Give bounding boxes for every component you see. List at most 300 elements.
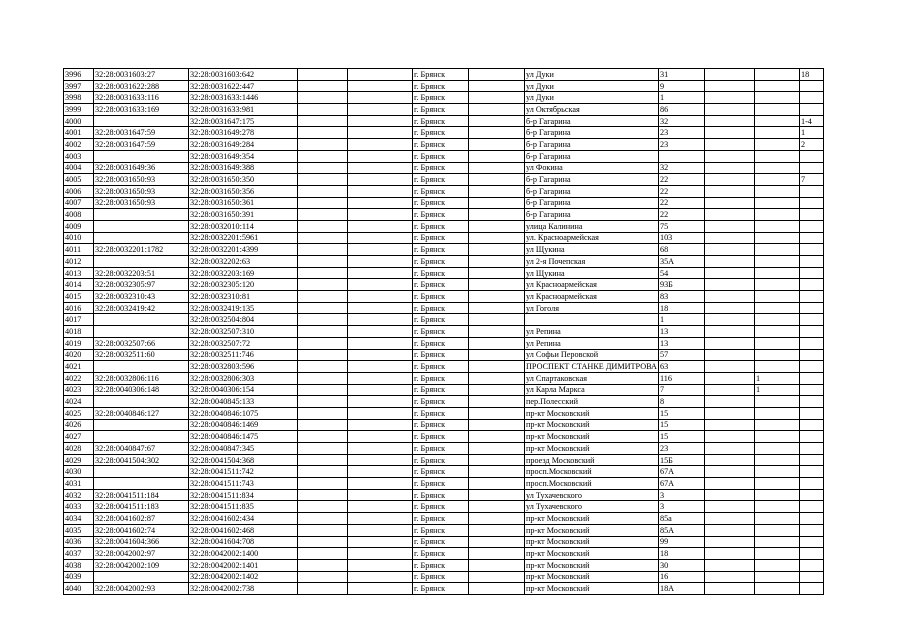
row-number-cell: 4019 — [64, 337, 94, 349]
col-flag-cell: 1 — [754, 384, 799, 396]
row-number-cell: 4017 — [64, 314, 94, 326]
city-cell: г. Брянск — [413, 314, 469, 326]
object-cadastral-number-cell: 32:28:0041511:742 — [189, 466, 298, 478]
row-number-cell: 4037 — [64, 548, 94, 560]
object-cadastral-number-cell: 32:28:0042002:1400 — [189, 548, 298, 560]
house-number-cell: 23 — [658, 139, 704, 151]
col-empty-2-cell — [348, 536, 413, 548]
object-cadastral-number-cell: 32:28:0041602:434 — [189, 513, 298, 525]
object-cadastral-number-cell: 32:28:0032507:310 — [189, 326, 298, 338]
table-row — [64, 256, 824, 268]
house-number-cell — [658, 150, 704, 162]
col-empty-4-cell — [704, 536, 754, 548]
col-empty-3-cell — [469, 337, 525, 349]
house-number-cell: 18 — [658, 302, 704, 314]
row-number-cell: 4005 — [64, 174, 94, 186]
house-number-cell: 30 — [658, 559, 704, 571]
col-empty-1-cell — [298, 524, 348, 536]
city-cell: г. Брянск — [413, 407, 469, 419]
row-number-cell: 4040 — [64, 583, 94, 595]
parcel-cadastral-number-cell: 32:28:0032201:1782 — [94, 244, 189, 256]
col-flag-cell — [754, 267, 799, 279]
city-cell: г. Брянск — [413, 104, 469, 116]
city-cell: г. Брянск — [413, 478, 469, 490]
house-number-cell: 1 — [658, 92, 704, 104]
col-flag-cell — [754, 174, 799, 186]
parcel-cadastral-number-cell: 32:28:0042002:109 — [94, 559, 189, 571]
table-row — [64, 104, 824, 116]
house-number-cell: 63 — [658, 361, 704, 373]
city-cell: г. Брянск — [413, 197, 469, 209]
col-flag-cell — [754, 478, 799, 490]
col-empty-3-cell — [469, 80, 525, 92]
col-empty-1-cell — [298, 396, 348, 408]
city-cell: г. Брянск — [413, 162, 469, 174]
col-empty-2-cell — [348, 127, 413, 139]
table-row — [64, 372, 824, 384]
col-empty-4-cell — [704, 478, 754, 490]
house-number-cell: 85А — [658, 524, 704, 536]
street-cell: ул Красноармейская — [525, 279, 659, 291]
col-empty-1-cell — [298, 419, 348, 431]
object-cadastral-number-cell: 32:28:0032806:303 — [189, 372, 298, 384]
col-empty-2-cell — [348, 431, 413, 443]
col-empty-2-cell — [348, 419, 413, 431]
col-empty-4-cell — [704, 454, 754, 466]
apartment-cell — [799, 384, 823, 396]
property-register-table — [63, 68, 824, 595]
street-cell: ул Гоголя — [525, 302, 659, 314]
col-empty-3-cell — [469, 256, 525, 268]
object-cadastral-number-cell: 32:28:0031603:642 — [189, 69, 298, 81]
col-empty-3-cell — [469, 396, 525, 408]
col-flag-cell — [754, 501, 799, 513]
street-cell: пр-кт Московский — [525, 536, 659, 548]
house-number-cell: 18 — [658, 548, 704, 560]
row-number-cell: 4032 — [64, 489, 94, 501]
col-empty-1-cell — [298, 92, 348, 104]
row-number-cell: 4038 — [64, 559, 94, 571]
col-empty-1-cell — [298, 372, 348, 384]
table-row — [64, 559, 824, 571]
object-cadastral-number-cell: 32:28:0031633:1446 — [189, 92, 298, 104]
col-empty-1-cell — [298, 162, 348, 174]
col-empty-4-cell — [704, 314, 754, 326]
parcel-cadastral-number-cell: 32:28:0041604:366 — [94, 536, 189, 548]
table-row — [64, 267, 824, 279]
parcel-cadastral-number-cell: 32:28:0031622:288 — [94, 80, 189, 92]
col-empty-3-cell — [469, 185, 525, 197]
parcel-cadastral-number-cell: 32:28:0032310:43 — [94, 291, 189, 303]
object-cadastral-number-cell: 32:28:0040847:345 — [189, 443, 298, 455]
table-row — [64, 489, 824, 501]
row-number-cell: 4021 — [64, 361, 94, 373]
parcel-cadastral-number-cell: 32:28:0031647:59 — [94, 139, 189, 151]
city-cell: г. Брянск — [413, 150, 469, 162]
col-flag-cell — [754, 326, 799, 338]
table-row — [64, 220, 824, 232]
city-cell: г. Брянск — [413, 384, 469, 396]
city-cell: г. Брянск — [413, 220, 469, 232]
city-cell: г. Брянск — [413, 127, 469, 139]
col-empty-2-cell — [348, 244, 413, 256]
table-row — [64, 326, 824, 338]
col-empty-2-cell — [348, 139, 413, 151]
row-number-cell: 3999 — [64, 104, 94, 116]
col-empty-4-cell — [704, 197, 754, 209]
col-empty-1-cell — [298, 267, 348, 279]
col-flag-cell — [754, 279, 799, 291]
col-empty-2-cell — [348, 559, 413, 571]
object-cadastral-number-cell: 32:28:0041602:468 — [189, 524, 298, 536]
apartment-cell — [799, 302, 823, 314]
parcel-cadastral-number-cell: 32:28:0031603:27 — [94, 69, 189, 81]
col-empty-3-cell — [469, 407, 525, 419]
street-cell: пр-кт Московский — [525, 583, 659, 595]
col-empty-3-cell — [469, 314, 525, 326]
col-empty-2-cell — [348, 279, 413, 291]
street-cell: пр-кт Московский — [525, 548, 659, 560]
row-number-cell: 4014 — [64, 279, 94, 291]
col-empty-1-cell — [298, 197, 348, 209]
city-cell: г. Брянск — [413, 431, 469, 443]
apartment-cell — [799, 513, 823, 525]
col-empty-2-cell — [348, 232, 413, 244]
col-empty-4-cell — [704, 162, 754, 174]
col-flag-cell — [754, 571, 799, 583]
col-empty-1-cell — [298, 127, 348, 139]
house-number-cell: 23 — [658, 127, 704, 139]
parcel-cadastral-number-cell: 32:28:0031633:169 — [94, 104, 189, 116]
street-cell: улица Калинина — [525, 220, 659, 232]
object-cadastral-number-cell: 32:28:0031650:350 — [189, 174, 298, 186]
col-empty-4-cell — [704, 279, 754, 291]
object-cadastral-number-cell: 32:28:0032201:5961 — [189, 232, 298, 244]
col-empty-3-cell — [469, 174, 525, 186]
parcel-cadastral-number-cell: 32:28:0031649:36 — [94, 162, 189, 174]
col-empty-3-cell — [469, 104, 525, 116]
street-cell: пр-кт Московский — [525, 431, 659, 443]
col-empty-3-cell — [469, 69, 525, 81]
city-cell: г. Брянск — [413, 419, 469, 431]
street-cell: ул Октябрьская — [525, 104, 659, 116]
col-empty-2-cell — [348, 326, 413, 338]
house-number-cell: 3 — [658, 501, 704, 513]
row-number-cell: 4027 — [64, 431, 94, 443]
house-number-cell: 67А — [658, 466, 704, 478]
parcel-cadastral-number-cell: 32:28:0040306:148 — [94, 384, 189, 396]
street-cell: ул Красноармейская — [525, 291, 659, 303]
table-row — [64, 536, 824, 548]
apartment-cell — [799, 571, 823, 583]
col-flag-cell — [754, 291, 799, 303]
col-flag-cell — [754, 92, 799, 104]
col-empty-1-cell — [298, 489, 348, 501]
col-empty-4-cell — [704, 372, 754, 384]
col-empty-2-cell — [348, 115, 413, 127]
row-number-cell: 4003 — [64, 150, 94, 162]
city-cell: г. Брянск — [413, 232, 469, 244]
object-cadastral-number-cell: 32:28:0042002:738 — [189, 583, 298, 595]
house-number-cell: 3 — [658, 489, 704, 501]
house-number-cell: 23 — [658, 443, 704, 455]
col-flag-cell — [754, 536, 799, 548]
apartment-cell — [799, 431, 823, 443]
col-empty-4-cell — [704, 104, 754, 116]
house-number-cell: 75 — [658, 220, 704, 232]
row-number-cell: 4011 — [64, 244, 94, 256]
col-empty-2-cell — [348, 583, 413, 595]
col-empty-4-cell — [704, 431, 754, 443]
col-empty-2-cell — [348, 267, 413, 279]
col-empty-1-cell — [298, 69, 348, 81]
parcel-cadastral-number-cell: 32:28:0041602:87 — [94, 513, 189, 525]
row-number-cell: 4018 — [64, 326, 94, 338]
apartment-cell — [799, 279, 823, 291]
col-empty-2-cell — [348, 571, 413, 583]
col-flag-cell — [754, 197, 799, 209]
object-cadastral-number-cell: 32:28:0031647:175 — [189, 115, 298, 127]
col-empty-2-cell — [348, 337, 413, 349]
street-cell: ул Дуки — [525, 92, 659, 104]
street-cell — [525, 314, 659, 326]
col-empty-2-cell — [348, 349, 413, 361]
col-flag-cell — [754, 220, 799, 232]
city-cell: г. Брянск — [413, 524, 469, 536]
apartment-cell — [799, 536, 823, 548]
col-flag-cell — [754, 104, 799, 116]
col-empty-1-cell — [298, 104, 348, 116]
street-cell: ул Софьи Перовской — [525, 349, 659, 361]
house-number-cell: 57 — [658, 349, 704, 361]
col-flag-cell — [754, 489, 799, 501]
row-number-cell: 4006 — [64, 185, 94, 197]
apartment-cell — [799, 478, 823, 490]
col-empty-1-cell — [298, 559, 348, 571]
col-empty-3-cell — [469, 326, 525, 338]
parcel-cadastral-number-cell: 32:28:0032507:66 — [94, 337, 189, 349]
col-empty-4-cell — [704, 489, 754, 501]
street-cell: пр-кт Московский — [525, 443, 659, 455]
house-number-cell: 67А — [658, 478, 704, 490]
apartment-cell — [799, 256, 823, 268]
col-empty-2-cell — [348, 162, 413, 174]
col-empty-1-cell — [298, 548, 348, 560]
col-empty-4-cell — [704, 232, 754, 244]
table-row — [64, 337, 824, 349]
col-empty-1-cell — [298, 302, 348, 314]
object-cadastral-number-cell: 32:28:0031649:388 — [189, 162, 298, 174]
object-cadastral-number-cell: 32:28:0032201:4399 — [189, 244, 298, 256]
parcel-cadastral-number-cell: 32:28:0042002:93 — [94, 583, 189, 595]
object-cadastral-number-cell: 32:28:0032010:114 — [189, 220, 298, 232]
row-number-cell: 4023 — [64, 384, 94, 396]
col-flag-cell — [754, 209, 799, 221]
col-empty-3-cell — [469, 501, 525, 513]
table-row — [64, 150, 824, 162]
street-cell: ул Тухачевского — [525, 501, 659, 513]
street-cell: б-р Гагарина — [525, 185, 659, 197]
col-empty-3-cell — [469, 372, 525, 384]
col-empty-3-cell — [469, 384, 525, 396]
apartment-cell — [799, 104, 823, 116]
table-row — [64, 419, 824, 431]
city-cell: г. Брянск — [413, 185, 469, 197]
parcel-cadastral-number-cell: 32:28:0032806:116 — [94, 372, 189, 384]
col-empty-4-cell — [704, 326, 754, 338]
object-cadastral-number-cell: 32:28:0031649:284 — [189, 139, 298, 151]
col-empty-4-cell — [704, 337, 754, 349]
city-cell: г. Брянск — [413, 454, 469, 466]
apartment-cell — [799, 489, 823, 501]
row-number-cell: 4030 — [64, 466, 94, 478]
col-empty-4-cell — [704, 92, 754, 104]
house-number-cell: 15Б — [658, 454, 704, 466]
col-empty-4-cell — [704, 524, 754, 536]
row-number-cell: 4036 — [64, 536, 94, 548]
house-number-cell: 8 — [658, 396, 704, 408]
col-empty-1-cell — [298, 150, 348, 162]
row-number-cell: 4010 — [64, 232, 94, 244]
row-number-cell: 4016 — [64, 302, 94, 314]
house-number-cell: 83 — [658, 291, 704, 303]
col-empty-4-cell — [704, 291, 754, 303]
row-number-cell: 3998 — [64, 92, 94, 104]
col-empty-1-cell — [298, 80, 348, 92]
col-empty-3-cell — [469, 489, 525, 501]
parcel-cadastral-number-cell: 32:28:0031650:93 — [94, 185, 189, 197]
city-cell: г. Брянск — [413, 548, 469, 560]
apartment-cell — [799, 501, 823, 513]
row-number-cell: 4035 — [64, 524, 94, 536]
col-empty-4-cell — [704, 185, 754, 197]
col-empty-3-cell — [469, 279, 525, 291]
apartment-cell — [799, 197, 823, 209]
col-flag-cell — [754, 337, 799, 349]
parcel-cadastral-number-cell — [94, 478, 189, 490]
apartment-cell — [799, 314, 823, 326]
col-empty-2-cell — [348, 454, 413, 466]
col-flag-cell — [754, 431, 799, 443]
table-row — [64, 139, 824, 151]
street-cell: ул Щукина — [525, 244, 659, 256]
parcel-cadastral-number-cell — [94, 361, 189, 373]
col-empty-2-cell — [348, 209, 413, 221]
city-cell: г. Брянск — [413, 139, 469, 151]
parcel-cadastral-number-cell: 32:28:0031633:116 — [94, 92, 189, 104]
apartment-cell — [799, 150, 823, 162]
col-empty-3-cell — [469, 244, 525, 256]
col-empty-4-cell — [704, 513, 754, 525]
table-row — [64, 80, 824, 92]
col-empty-4-cell — [704, 267, 754, 279]
col-flag-cell — [754, 396, 799, 408]
col-empty-2-cell — [348, 185, 413, 197]
object-cadastral-number-cell: 32:28:0040846:1469 — [189, 419, 298, 431]
parcel-cadastral-number-cell — [94, 431, 189, 443]
col-empty-4-cell — [704, 548, 754, 560]
street-cell: б-р Гагарина — [525, 197, 659, 209]
apartment-cell — [799, 407, 823, 419]
parcel-cadastral-number-cell: 32:28:0032419:42 — [94, 302, 189, 314]
col-flag-cell — [754, 466, 799, 478]
col-empty-1-cell — [298, 361, 348, 373]
street-cell: просп.Московский — [525, 466, 659, 478]
house-number-cell: 7 — [658, 384, 704, 396]
street-cell: ул Спартаковская — [525, 372, 659, 384]
object-cadastral-number-cell: 32:28:0031650:361 — [189, 197, 298, 209]
parcel-cadastral-number-cell: 32:28:0040847:67 — [94, 443, 189, 455]
object-cadastral-number-cell: 32:28:0032310:81 — [189, 291, 298, 303]
street-cell: б-р Гагарина — [525, 150, 659, 162]
street-cell: пр-кт Московский — [525, 571, 659, 583]
col-flag-cell — [754, 244, 799, 256]
house-number-cell: 1 — [658, 314, 704, 326]
row-number-cell: 4015 — [64, 291, 94, 303]
col-empty-3-cell — [469, 536, 525, 548]
street-cell: ул Репина — [525, 326, 659, 338]
parcel-cadastral-number-cell: 32:28:0042002:97 — [94, 548, 189, 560]
parcel-cadastral-number-cell: 32:28:0032511:60 — [94, 349, 189, 361]
col-empty-1-cell — [298, 115, 348, 127]
col-empty-3-cell — [469, 232, 525, 244]
col-empty-1-cell — [298, 209, 348, 221]
street-cell: ул Дуки — [525, 69, 659, 81]
col-empty-4-cell — [704, 361, 754, 373]
row-number-cell: 4039 — [64, 571, 94, 583]
street-cell: б-р Гагарина — [525, 174, 659, 186]
apartment-cell — [799, 326, 823, 338]
col-empty-2-cell — [348, 524, 413, 536]
col-empty-1-cell — [298, 454, 348, 466]
object-cadastral-number-cell: 32:28:0041511:835 — [189, 501, 298, 513]
object-cadastral-number-cell: 32:28:0032419:135 — [189, 302, 298, 314]
col-empty-4-cell — [704, 583, 754, 595]
city-cell: г. Брянск — [413, 115, 469, 127]
street-cell: ул Карла Маркса — [525, 384, 659, 396]
street-cell: ПРОСПЕКТ СТАНКЕ ДИМИТРОВА — [526, 362, 657, 372]
object-cadastral-number-cell: 32:28:0031649:278 — [189, 127, 298, 139]
row-number-cell: 4009 — [64, 220, 94, 232]
table-row — [64, 92, 824, 104]
city-cell: г. Брянск — [413, 396, 469, 408]
parcel-cadastral-number-cell: 32:28:0041504:302 — [94, 454, 189, 466]
col-empty-4-cell — [704, 384, 754, 396]
row-number-cell: 4004 — [64, 162, 94, 174]
col-empty-1-cell — [298, 501, 348, 513]
house-number-cell: 32 — [658, 115, 704, 127]
apartment-cell — [799, 466, 823, 478]
parcel-cadastral-number-cell: 32:28:0031650:93 — [94, 197, 189, 209]
col-empty-2-cell — [348, 314, 413, 326]
city-cell: г. Брянск — [413, 372, 469, 384]
col-flag-cell — [754, 302, 799, 314]
col-flag-cell — [754, 232, 799, 244]
street-cell: б-р Гагарина — [525, 139, 659, 151]
col-empty-3-cell — [469, 162, 525, 174]
object-cadastral-number-cell: 32:28:0032507:72 — [189, 337, 298, 349]
apartment-cell — [799, 361, 823, 373]
house-number-cell: 13 — [658, 337, 704, 349]
col-empty-3-cell — [469, 302, 525, 314]
col-flag-cell — [754, 407, 799, 419]
col-flag-cell — [754, 583, 799, 595]
col-empty-1-cell — [298, 337, 348, 349]
row-number-cell: 4029 — [64, 454, 94, 466]
col-flag-cell — [754, 548, 799, 560]
house-number-cell: 31 — [658, 69, 704, 81]
col-empty-1-cell — [298, 349, 348, 361]
